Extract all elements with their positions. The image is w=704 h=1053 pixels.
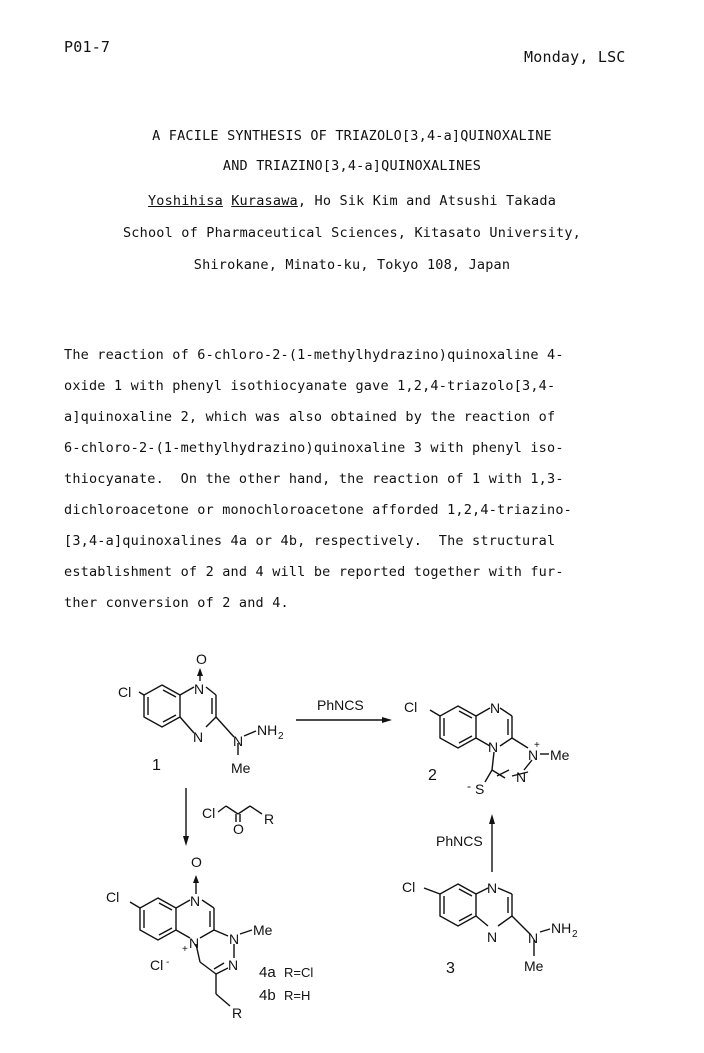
title-line-1: A FACILE SYNTHESIS OF TRIAZOLO[3,4-a]QUINOXALINE [152, 128, 552, 144]
atom-n: N [228, 957, 239, 973]
abstract-line: thiocyanate. On the other hand, the reaction of 1 with 1,3- [64, 471, 564, 487]
abstract-line: establishment of 2 and 4 will be reported together with fur- [64, 564, 564, 580]
atom-n: N [193, 729, 204, 745]
abstract-line: a]quinoxaline 2, which was also obtained by the reaction of [64, 409, 556, 425]
atom-s: S [475, 781, 485, 797]
arrow-1-to-4 [183, 788, 189, 846]
atom-plus: + [534, 740, 540, 751]
atom-n: N [487, 880, 498, 896]
session-label: Monday, LSC [524, 48, 626, 66]
atom-r: R [232, 1005, 243, 1021]
atom-cl: Cl [202, 805, 216, 821]
abstract-line: 6-chloro-2-(1-methylhydrazino)quinoxaline 3 with phenyl iso- [64, 440, 564, 456]
atom-nh2-subscript: 2 [572, 929, 578, 940]
atom-n: N [233, 733, 244, 749]
compound-3-number: 3 [446, 960, 455, 977]
atom-cl: Cl [404, 699, 418, 715]
atom-nh2-subscript: 2 [278, 731, 284, 742]
atom-cl: Cl [402, 879, 416, 895]
atom-n: N [229, 931, 240, 947]
chloroacetone-structure [218, 806, 262, 822]
affiliation-line-2: Shirokane, Minato-ku, Tokyo 108, Japan [193, 257, 511, 273]
author-last-name: Kurasawa [231, 193, 298, 209]
arrow-1-to-2 [296, 717, 392, 723]
reagent-right-label: PhNCS [436, 833, 483, 849]
atom-o: O [233, 821, 244, 837]
atom-o: O [196, 651, 207, 667]
compound-1-number: 1 [152, 757, 161, 774]
abstract-line: dichloroacetone or monochloroacetone afforded 1,2,4-triazino- [64, 502, 572, 518]
abstract-line: ther conversion of 2 and 4. [64, 595, 289, 611]
atom-minus: - [467, 779, 471, 793]
compound-4b-number: 4b [259, 987, 276, 1004]
atom-plus: + [182, 944, 188, 955]
affiliation-line-1: School of Pharmaceutical Sciences, Kitasato University, [122, 225, 582, 241]
abstract-line: The reaction of 6-chloro-2-(1-methylhydrazino)quinoxaline 4- [64, 347, 564, 363]
compound-4a-number: 4a [259, 964, 276, 981]
atom-n: N [487, 929, 498, 945]
atom-nh2: NH [551, 920, 572, 936]
atom-nh2: NH [257, 722, 278, 738]
author-first-name: Yoshihisa [147, 193, 223, 209]
atom-o: O [191, 854, 202, 870]
abstract-line: [3,4-a]quinoxalines 4a or 4b, respectively. The structural [64, 533, 556, 549]
author-coauthors: , Ho Sik Kim and Atsushi Takada [297, 193, 557, 209]
atom-cl: Cl [106, 889, 120, 905]
title-line-2: AND TRIAZINO[3,4-a]QUINOXALINES [222, 158, 482, 174]
atom-n: N [528, 930, 539, 946]
atom-cl-anion: Cl [150, 957, 164, 973]
compound-2-number: 2 [428, 767, 437, 784]
atom-cl: Cl [118, 684, 132, 700]
atom-me: Me [231, 760, 251, 776]
atom-n: N [488, 739, 499, 755]
arrow-3-to-2 [489, 814, 495, 872]
reagent-top-label: PhNCS [317, 697, 364, 713]
compound-4b-substituent: R=H [284, 988, 311, 1003]
atom-n: N [516, 769, 527, 785]
atom-me: Me [524, 958, 544, 974]
atom-me: Me [253, 922, 273, 938]
atom-n: N [528, 747, 539, 763]
atom-me: Me [550, 747, 570, 763]
atom-r: R [264, 811, 275, 827]
atom-n: N [189, 935, 200, 951]
abstract-line: oxide 1 with phenyl isothiocyanate gave 1,2,4-triazolo[3,4- [64, 378, 556, 394]
paper-code: P01-7 [64, 38, 111, 56]
atom-n: N [194, 681, 205, 697]
atom-n: N [490, 700, 501, 716]
compound-4a-substituent: R=Cl [284, 965, 314, 980]
atom-n: N [190, 893, 201, 909]
atom-minus: - [166, 957, 170, 968]
